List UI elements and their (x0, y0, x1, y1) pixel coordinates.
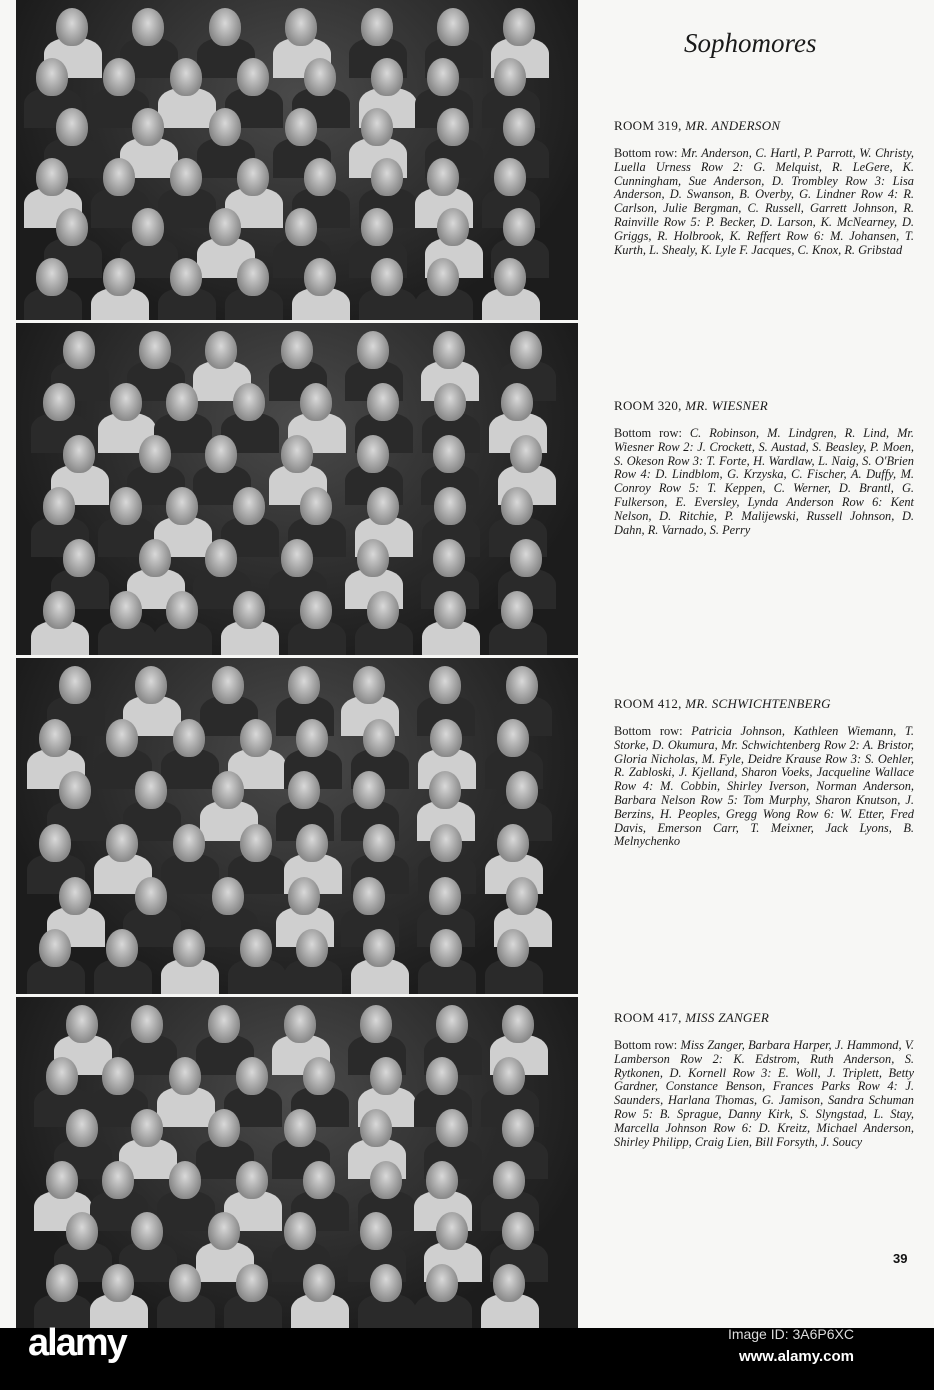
person-face (131, 1005, 163, 1043)
person-face (233, 591, 265, 629)
person-face (212, 771, 244, 809)
person-face (357, 435, 389, 473)
room-heading (614, 1010, 914, 1026)
person-face (494, 58, 526, 96)
person-face (66, 1212, 98, 1250)
person-face (370, 1161, 402, 1199)
person-face (173, 929, 205, 967)
person-face (132, 208, 164, 246)
person-face (497, 719, 529, 757)
person-face (132, 8, 164, 46)
person-face (36, 258, 68, 296)
person-face (39, 824, 71, 862)
student-names (614, 147, 914, 257)
person-face (36, 158, 68, 196)
person-face (436, 1212, 468, 1250)
person-face (300, 383, 332, 421)
person-face (497, 824, 529, 862)
person-face (493, 1161, 525, 1199)
person-face (59, 666, 91, 704)
person-face (135, 877, 167, 915)
watermark-site: www.alamy.com (738, 1348, 854, 1365)
person-face (169, 1264, 201, 1302)
person-face (429, 666, 461, 704)
person-face (360, 1005, 392, 1043)
teacher-name: MR. SCHWICHTENBERG (685, 696, 831, 711)
room-number: ROOM 417, (614, 1010, 682, 1025)
person-face (363, 719, 395, 757)
person-face (166, 591, 198, 629)
person-face (304, 258, 336, 296)
person-face (139, 435, 171, 473)
person-face (371, 258, 403, 296)
person-face (173, 719, 205, 757)
person-face (430, 929, 462, 967)
person-face (426, 1161, 458, 1199)
person-face (59, 877, 91, 915)
class-photo-room-417 (16, 997, 578, 1328)
person-face (288, 666, 320, 704)
student-names (614, 725, 914, 849)
person-face (236, 1264, 268, 1302)
person-face (110, 383, 142, 421)
person-face (209, 208, 241, 246)
page-number: 39 (893, 1251, 908, 1266)
person-face (427, 158, 459, 196)
person-face (510, 435, 542, 473)
person-face (433, 435, 465, 473)
person-face (427, 258, 459, 296)
person-face (169, 1057, 201, 1095)
names-list: C. Robinson, M. Lindgren, R. Lind, Mr. Wiesner Row 2: J. Crockett, S. Austad, S. Beasley, P. Moen, S. Okeson Row 3: T. Forte, H. Wardlaw, L. Naig, S. O'Brien Row 4: D. Lindblom, G. Krzyska, C. Fischer, A. Duffy, M. Conroy Row 5: T. Keppen, C. Werner, D. Brantl, G. Fulkerson, E. Eversley, Lynda Anderson Row 6: Kent Nelson, D. Ritchie, P. Malijewski, Russell Johnson, D. Dahn, R. Varnado, S. Perry (614, 426, 914, 537)
person-face (43, 487, 75, 525)
person-face (236, 1161, 268, 1199)
person-face (353, 666, 385, 704)
person-face (205, 331, 237, 369)
person-face (288, 771, 320, 809)
person-face (66, 1109, 98, 1147)
person-face (132, 108, 164, 146)
person-face (437, 208, 469, 246)
person-face (501, 487, 533, 525)
person-face (103, 58, 135, 96)
caption-label: Bottom row: (614, 724, 683, 738)
person-face (102, 1264, 134, 1302)
person-face (236, 1057, 268, 1095)
person-face (135, 666, 167, 704)
person-face (433, 331, 465, 369)
person-face (437, 8, 469, 46)
person-face (131, 1109, 163, 1147)
person-face (139, 331, 171, 369)
person-face (106, 824, 138, 862)
person-face (503, 108, 535, 146)
person-face (363, 929, 395, 967)
teacher-name: MR. ANDERSON (685, 118, 781, 133)
alamy-logo: alamy (28, 1322, 126, 1364)
person-face (494, 158, 526, 196)
person-face (303, 1264, 335, 1302)
person-face (281, 435, 313, 473)
person-face (43, 383, 75, 421)
caption-label: Bottom row: (614, 426, 682, 440)
person-face (353, 877, 385, 915)
person-face (205, 435, 237, 473)
person-face (303, 1057, 335, 1095)
person-face (357, 539, 389, 577)
person-face (510, 539, 542, 577)
person-face (139, 539, 171, 577)
caption-label: Bottom row: (614, 146, 678, 160)
person-face (233, 487, 265, 525)
person-face (102, 1161, 134, 1199)
person-face (300, 487, 332, 525)
person-face (170, 58, 202, 96)
person-face (56, 108, 88, 146)
caption-room-320 (614, 398, 914, 537)
room-heading (614, 118, 914, 134)
person-face (429, 771, 461, 809)
person-face (506, 771, 538, 809)
person-face (66, 1005, 98, 1043)
person-face (510, 331, 542, 369)
person-face (166, 383, 198, 421)
person-face (169, 1161, 201, 1199)
person-face (288, 877, 320, 915)
person-face (426, 1264, 458, 1302)
person-face (360, 1109, 392, 1147)
person-face (501, 383, 533, 421)
person-face (237, 258, 269, 296)
room-number: ROOM 320, (614, 398, 682, 413)
person-face (304, 158, 336, 196)
person-face (285, 8, 317, 46)
person-face (46, 1057, 78, 1095)
person-face (363, 824, 395, 862)
person-face (296, 929, 328, 967)
page-title: Sophomores (684, 28, 817, 58)
names-list: Mr. Anderson, C. Hartl, P. Parrott, W. Christy, Luella Urness Row 2: G. Melquist, R. LeGere, K. Cunningham, Sue Anderson, D. Trombley Row 3: Lisa Anderson, D. Swanson, B. Overby, G. Lindner Row 4: R. Carlson, Julie Bergman, C. Russell, Garrett Johnson, R. Rainville Row 5: P. Becker, D. Larson, K. McNearney, D. Griggs, R. Holbrook, K. Reffert Row 6: M. Johansen, T. Kurth, L. Shealy, K. Lyle F. Jacques, C. Knox, R. Gribstad (614, 146, 914, 257)
person-face (106, 929, 138, 967)
person-face (166, 487, 198, 525)
person-face (63, 331, 95, 369)
person-face (429, 877, 461, 915)
room-number: ROOM 319, (614, 118, 682, 133)
person-face (436, 1109, 468, 1147)
person-face (209, 108, 241, 146)
person-face (371, 158, 403, 196)
caption-label: Bottom row: (614, 1038, 678, 1052)
person-face (430, 824, 462, 862)
caption-room-417 (614, 1010, 914, 1149)
person-face (430, 719, 462, 757)
person-face (353, 771, 385, 809)
person-face (501, 591, 533, 629)
person-face (361, 108, 393, 146)
person-face (281, 331, 313, 369)
student-names (614, 427, 914, 537)
person-face (170, 158, 202, 196)
person-face (497, 929, 529, 967)
person-face (240, 929, 272, 967)
person-face (494, 258, 526, 296)
person-face (434, 383, 466, 421)
person-face (503, 8, 535, 46)
person-face (43, 591, 75, 629)
person-face (506, 666, 538, 704)
person-face (296, 824, 328, 862)
person-face (284, 1005, 316, 1043)
person-face (493, 1264, 525, 1302)
person-face (370, 1264, 402, 1302)
person-face (131, 1212, 163, 1250)
class-photo-room-320 (16, 323, 578, 655)
person-face (296, 719, 328, 757)
teacher-name: MISS ZANGER (685, 1010, 770, 1025)
person-face (434, 487, 466, 525)
person-face (361, 208, 393, 246)
teacher-name: MR. WIESNER (685, 398, 769, 413)
person-face (434, 591, 466, 629)
names-list: Patricia Johnson, Kathleen Wiemann, T. Storke, D. Okumura, Mr. Schwichtenberg Row 2: A. Bristor, Gloria Nicholas, M. Fyle, Deidre Krause Row 3: S. Oehler, R. Zabloski, J. Kjelland, Sharon Voeks, Jacqueline Wallace Row 4: M. Cobbin, Shirley Iverson, Norman Anderson, Barbara Nelson Row 5: Tom Murphy, Sharon Knutson, J. Berzins, H. Peoples, Gregg Wong Row 6: W. Etter, Fred Davis, Emerson Carr, T. Meixner, Jack Lyons, B. Melnychenko (614, 724, 914, 849)
person-face (502, 1109, 534, 1147)
person-face (303, 1161, 335, 1199)
person-face (46, 1161, 78, 1199)
room-heading (614, 398, 914, 414)
person-face (493, 1057, 525, 1095)
person-face (284, 1109, 316, 1147)
person-face (205, 539, 237, 577)
person-face (502, 1005, 534, 1043)
person-face (427, 58, 459, 96)
person-face (281, 539, 313, 577)
person-face (59, 771, 91, 809)
person-face (212, 877, 244, 915)
person-face (106, 719, 138, 757)
person-face (56, 208, 88, 246)
person-face (436, 1005, 468, 1043)
person-face (437, 108, 469, 146)
person-face (103, 258, 135, 296)
class-photo-room-412 (16, 658, 578, 994)
person-face (39, 719, 71, 757)
person-face (506, 877, 538, 915)
image-id: Image ID: 3A6P6XC (727, 1326, 854, 1342)
person-face (208, 1109, 240, 1147)
person-face (135, 771, 167, 809)
person-face (63, 435, 95, 473)
person-face (237, 158, 269, 196)
person-face (240, 719, 272, 757)
person-face (361, 8, 393, 46)
person-face (285, 108, 317, 146)
person-face (110, 591, 142, 629)
caption-room-319 (614, 118, 914, 257)
room-heading (614, 696, 914, 712)
person-face (433, 539, 465, 577)
names-list: Miss Zanger, Barbara Harper, J. Hammond, V. Lamberson Row 2: K. Edstrom, Ruth Anderson, S. Rytkonen, D. Kornell Row 3: E. Woll, J. Triplett, Betty Gardner, Constance Benson, Frances Parks Row 4: J. Saunders, Harlana Thomas, G. Jamison, Sandra Schuman Row 5: B. Sprague, Danny Kirk, S. Slyngstad, L. Stay, Marcella Johnson Row 6: D. Kreitz, Michael Anderson, Shirley Philipp, Craig Lien, Bill Forsyth, J. Soucy (614, 1038, 914, 1149)
person-face (284, 1212, 316, 1250)
person-face (304, 58, 336, 96)
person-face (102, 1057, 134, 1095)
person-face (170, 258, 202, 296)
person-face (39, 929, 71, 967)
student-names (614, 1039, 914, 1149)
person-face (503, 208, 535, 246)
person-face (285, 208, 317, 246)
person-face (63, 539, 95, 577)
person-face (233, 383, 265, 421)
person-face (426, 1057, 458, 1095)
room-number: ROOM 412, (614, 696, 682, 711)
person-face (237, 58, 269, 96)
class-photo-room-319 (16, 0, 578, 320)
person-face (56, 8, 88, 46)
person-face (212, 666, 244, 704)
person-face (357, 331, 389, 369)
person-face (300, 591, 332, 629)
person-face (209, 8, 241, 46)
person-face (367, 487, 399, 525)
person-face (173, 824, 205, 862)
person-face (370, 1057, 402, 1095)
caption-room-412 (614, 696, 914, 849)
person-face (36, 58, 68, 96)
person-face (110, 487, 142, 525)
person-face (502, 1212, 534, 1250)
person-face (367, 591, 399, 629)
person-face (46, 1264, 78, 1302)
person-face (208, 1005, 240, 1043)
person-face (103, 158, 135, 196)
person-face (240, 824, 272, 862)
person-face (371, 58, 403, 96)
person-face (208, 1212, 240, 1250)
person-face (367, 383, 399, 421)
person-face (360, 1212, 392, 1250)
